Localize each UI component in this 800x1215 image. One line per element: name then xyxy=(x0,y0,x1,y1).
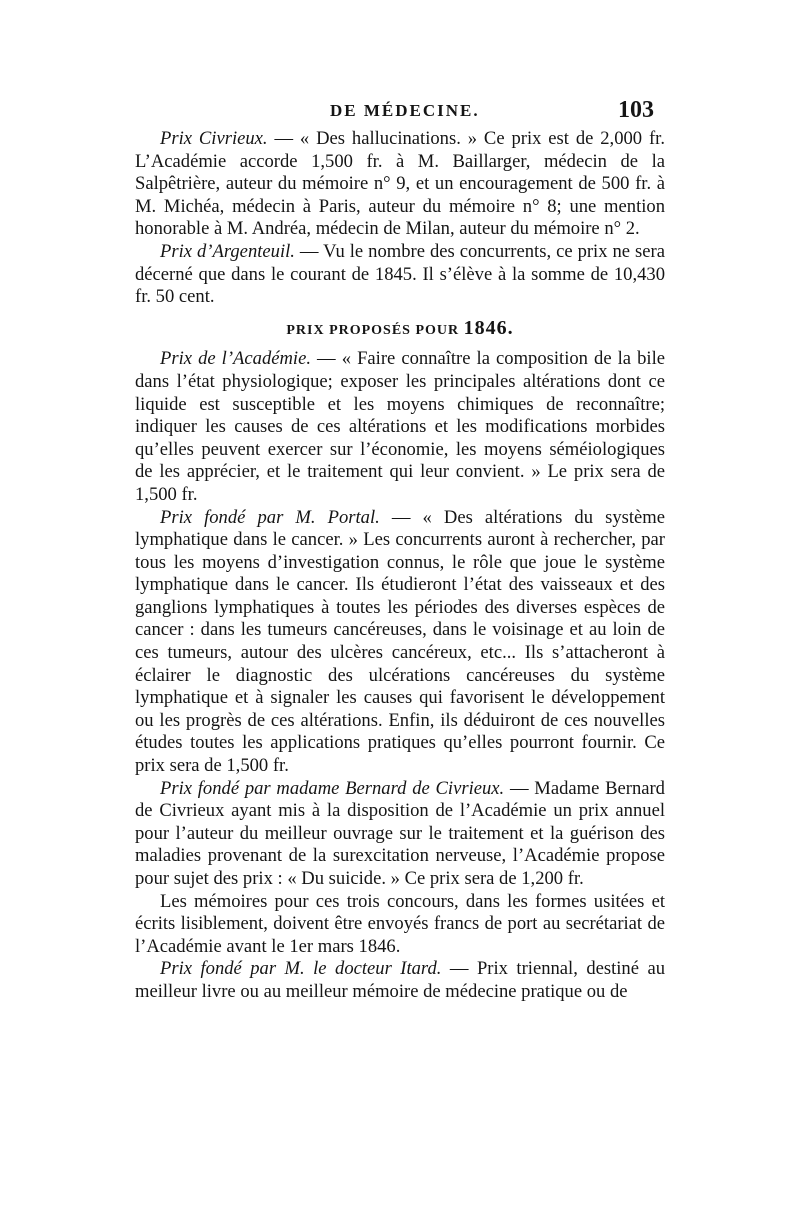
paragraph-memoires xyxy=(135,891,665,959)
page-header xyxy=(0,97,800,127)
section-title-text: PRIX PROPOSÉS POUR xyxy=(286,322,460,338)
paragraph-lead: Prix fondé par madame Bernard de Civrieux. xyxy=(160,777,505,799)
page-number: 103 xyxy=(618,97,654,123)
paragraph-lead: Prix de l’Académie. xyxy=(160,348,311,370)
section-title-year: 1846. xyxy=(463,316,514,339)
paragraph-prix-argenteuil xyxy=(135,241,665,309)
paragraph-text: Les mémoires pour ces trois concours, dans les formes usitées et écrits lisiblement, doivent être envoyés francs de port au secrétariat de l’Académie avant le 1er mars 1846. xyxy=(135,890,665,957)
paragraph-text: — « Des hallucinations. » Ce prix est de 2,000 fr. L’Académie accorde 1,500 fr. à M. Baillarger, médecin de la Salpêtrière, auteur du mémoire n° 9, et un encouragement de 500 fr. à M. Michéa, médecin à Paris, auteur du mémoire n° 8; une mention honorable à M. Andréa, médecin de Milan, auteur du mémoire n° 2. xyxy=(135,128,665,240)
paragraph-text: — Madame Bernard de Civrieux ayant mis à la disposition de l’Académie un prix annuel pour l’auteur du meilleur ouvrage sur le traitement et la guérison des maladies provenant de la surexcitation nerveuse, l’Académie propose pour sujet des prix : « Du suicide. » Ce prix sera de 1,200 fr. xyxy=(135,777,665,889)
paragraph-prix-portal xyxy=(135,507,665,778)
paragraph-prix-itard xyxy=(135,958,665,1003)
paragraph-text: — « Des altérations du système lymphatique dans le cancer. » Les concurrents auront à rechercher, par tous les moyens d’investigation connus, le rôle que joue le système lymphatique dans le cancer. Ils étudieront l’état des vaisseaux et des ganglions lymphatiques à toutes les périodes des diverses espèces de cancer : dans les tumeurs cancéreuses, dans le voisinage et au loin de ces tumeurs, autour des ulcères cancéreux, etc... Ils s’attacheront à éclairer le diagnostic des ulcérations cancéreuses du système lymphatique et à signaler les causes qui favorisent le développement ou les progrès de ces altérations. Enfin, ils déduiront de ces nouvelles études toutes les applications pratiques qu’elles pourront fournir. Ce prix sera de 1,500 fr. xyxy=(135,506,665,777)
section-title xyxy=(135,317,665,343)
page-body xyxy=(135,128,665,1004)
paragraph-prix-academie xyxy=(135,348,665,506)
paragraph-text: — « Faire connaître la composition de la bile dans l’état physiologique; exposer les principales altérations dont ce liquide est susceptible et les moyens chimiques de reconnaître; indiquer les causes de ces altérations et les modifications morbides qu’elles peuvent exercer sur l’économie, les moyens séméiologiques de les apprécier, et le traitement qui leur convient. » Le prix sera de 1,500 fr. xyxy=(135,348,666,505)
paragraph-lead: Prix fondé par M. le docteur Itard. xyxy=(160,958,442,980)
paragraph-text: — Prix triennal, destiné au meilleur livre ou au meilleur mémoire de médecine pratique ou de xyxy=(135,958,665,1002)
paragraph-lead: Prix Civrieux. xyxy=(160,128,268,149)
paragraph-lead: Prix fondé par M. Portal. xyxy=(160,506,380,528)
paragraph-lead: Prix d’Argenteuil. xyxy=(160,240,295,262)
paragraph-text: — Vu le nombre des concurrents, ce prix ne sera décerné que dans le courant de 1845. Il s’élève à la somme de 10,430 fr. 50 cent. xyxy=(135,240,665,308)
paragraph-prix-bernard xyxy=(135,778,665,891)
paragraph-prix-civrieux xyxy=(135,128,665,241)
running-head: DE MÉDECINE. xyxy=(330,101,480,120)
